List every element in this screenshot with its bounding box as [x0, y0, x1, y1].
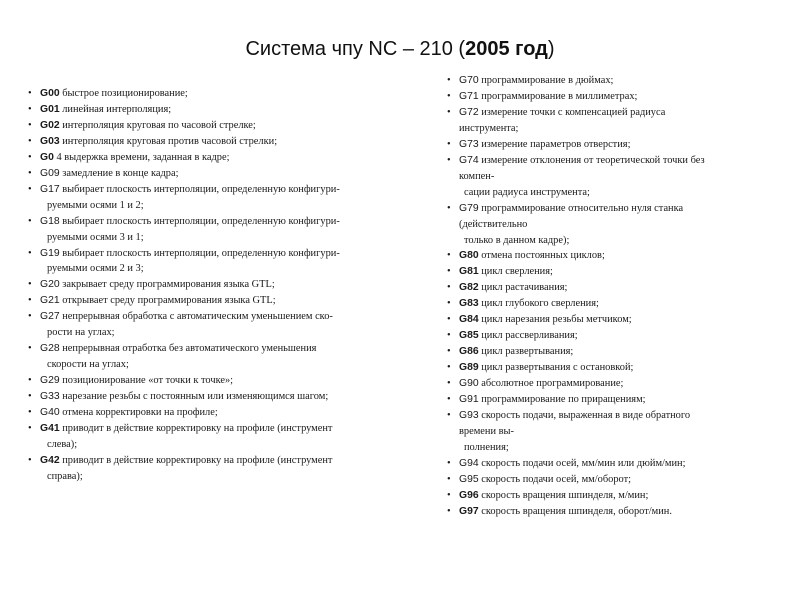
code-description: цикл развертывания;: [481, 346, 574, 358]
left-code-item: [28, 182, 418, 214]
g-code: G95: [459, 473, 479, 485]
code-description-continued: справа);: [47, 470, 83, 482]
g-code: G94: [459, 457, 479, 469]
g-code: G40: [40, 407, 60, 419]
right-code-item: [447, 376, 782, 392]
right-code-item: [447, 392, 782, 408]
g-code: G97: [459, 505, 479, 517]
left-code-item: [28, 341, 418, 373]
right-code-item: [447, 408, 782, 456]
bullet-icon: •: [28, 135, 32, 147]
left-code-item: [28, 309, 418, 341]
bullet-icon: •: [447, 330, 451, 342]
left-code-item: [28, 373, 418, 389]
bullet-icon: •: [447, 266, 451, 278]
bullet-icon: •: [447, 394, 451, 406]
right-code-item: [447, 248, 782, 264]
bullet-icon: •: [447, 202, 451, 214]
left-code-item: [28, 293, 418, 309]
code-description: скорость вращения шпинделя, м/мин;: [481, 489, 649, 501]
code-description: абсолютное программирование;: [481, 378, 624, 390]
g-code: G41: [40, 423, 60, 435]
code-description: измерение параметров отверстия;: [481, 138, 631, 150]
bullet-icon: •: [28, 311, 32, 323]
code-description: скорость подачи осей, мм/мин или дюйм/мин;: [481, 457, 686, 469]
code-description: открывает среду программирования языка GTL;: [62, 295, 276, 307]
g-code: G17: [40, 183, 60, 195]
bullet-icon: •: [28, 343, 32, 355]
left-code-item: [28, 277, 418, 293]
code-description-continued: рости на углах;: [47, 327, 115, 339]
g-code: G93: [459, 410, 479, 422]
right-code-item: [447, 360, 782, 376]
code-description: программирование в дюймах;: [481, 75, 614, 86]
title-year: 2005 год: [465, 38, 548, 60]
code-description-continued: инструмента;: [459, 122, 519, 134]
title-close: ): [547, 38, 555, 60]
right-code-item: [447, 137, 782, 153]
right-code-item: [447, 344, 782, 360]
code-description: интерполяция круговая по часовой стрелке;: [62, 119, 256, 131]
code-description: скорость подачи осей, мм/оборот;: [481, 473, 631, 485]
bullet-icon: •: [447, 346, 451, 358]
bullet-icon: •: [447, 489, 451, 501]
code-description: цикл рассверливания;: [481, 330, 578, 342]
code-description: скорость подачи, выраженная в виде обратного: [481, 410, 691, 422]
g-code: G81: [459, 266, 479, 278]
left-code-item: [28, 453, 418, 485]
g-code: G71: [459, 90, 479, 102]
code-description: закрывает среду программирования языка GTL;: [62, 279, 275, 291]
bullet-icon: •: [447, 75, 451, 86]
g-code: G01: [40, 103, 60, 115]
bullet-icon: •: [28, 407, 32, 419]
bullet-icon: •: [28, 151, 32, 163]
code-description: измерение отклонения от теоретической точки без: [481, 154, 705, 166]
bullet-icon: •: [447, 314, 451, 326]
right-code-item: [447, 328, 782, 344]
bullet-icon: •: [447, 362, 451, 374]
bullet-icon: •: [447, 250, 451, 262]
code-description: замедление в конце кадра;: [62, 167, 179, 179]
bullet-icon: •: [28, 167, 32, 179]
code-description: цикл сверления;: [481, 266, 553, 278]
code-description: нарезание резьбы с постоянным или изменяющимся шагом;: [62, 391, 329, 403]
code-description: скорость вращения шпинделя, оборот/мин.: [481, 505, 672, 517]
bullet-icon: •: [28, 88, 32, 99]
code-description: выбирает плоскость интерполяции, определенную конфигури-: [62, 215, 340, 227]
g-code: G86: [459, 346, 479, 358]
g-code: G19: [40, 247, 60, 259]
g-code: G79: [459, 202, 479, 214]
bullet-icon: •: [447, 298, 451, 310]
code-description: цикл растачивания;: [481, 282, 568, 294]
left-code-item: [28, 405, 418, 421]
code-description-continued: времени вы-: [459, 425, 514, 437]
code-description: приводит в действие корректировку на профиле (инструмент: [62, 423, 333, 435]
g-code: G20: [40, 279, 60, 291]
bullet-icon: •: [28, 215, 32, 227]
right-code-item: [447, 456, 782, 472]
code-description: цикл нарезания резьбы метчиком;: [481, 314, 632, 326]
g-code: G09: [40, 167, 60, 179]
code-description-continued: компен-: [459, 170, 495, 182]
g-code: G74: [459, 154, 479, 166]
code-description: программирование по приращениям;: [481, 394, 646, 406]
code-description-continued: слева);: [47, 438, 78, 450]
right-code-item: [447, 153, 782, 201]
code-description-continued: (действительно: [459, 218, 528, 230]
bullet-icon: •: [28, 279, 32, 291]
page-title: [0, 38, 800, 61]
bullet-icon: •: [447, 410, 451, 422]
code-description: программирование относительно нуля станка: [481, 202, 684, 214]
left-code-item: [28, 118, 418, 134]
code-description: выбирает плоскость интерполяции, определенную конфигури-: [62, 247, 340, 259]
bullet-icon: •: [28, 391, 32, 403]
g-code: G96: [459, 489, 479, 501]
bullet-icon: •: [447, 154, 451, 166]
code-description: интерполяция круговая против часовой стрелки;: [62, 135, 278, 147]
code-description: выбирает плоскость интерполяции, определенную конфигури-: [62, 183, 340, 195]
g-code: G29: [40, 375, 60, 387]
g-code: G00: [40, 88, 60, 99]
left-code-item: [28, 86, 418, 102]
bullet-icon: •: [28, 103, 32, 115]
g-code: G03: [40, 135, 60, 147]
right-code-item: [447, 296, 782, 312]
bullet-icon: •: [28, 183, 32, 195]
left-code-item: [28, 150, 418, 166]
right-code-item: [447, 105, 782, 137]
right-code-item: [447, 312, 782, 328]
g-code: G33: [40, 391, 60, 403]
code-description: 4 выдержка времени, заданная в кадре;: [56, 151, 230, 163]
g-code: G70: [459, 75, 479, 86]
code-description: линейная интерполяция;: [62, 103, 172, 115]
code-description-continued: руемыми осями 3 и 1;: [47, 231, 144, 243]
bullet-icon: •: [447, 378, 451, 390]
code-description: программирование в миллиметрах;: [481, 90, 638, 102]
bullet-icon: •: [447, 138, 451, 150]
g-code: G80: [459, 250, 479, 262]
g-code: G90: [459, 378, 479, 390]
bullet-icon: •: [447, 106, 451, 118]
left-code-list: [28, 86, 418, 485]
g-code: G84: [459, 314, 479, 326]
g-code: G82: [459, 282, 479, 294]
g-code: G28: [40, 343, 60, 355]
code-description: отмена корректировки на профиле;: [62, 407, 218, 419]
g-code: G72: [459, 106, 479, 118]
bullet-icon: •: [447, 473, 451, 485]
g-code: G02: [40, 119, 60, 131]
bullet-icon: •: [447, 282, 451, 294]
g-code: G18: [40, 215, 60, 227]
left-code-item: [28, 166, 418, 182]
left-code-item: [28, 389, 418, 405]
right-code-item: [447, 488, 782, 504]
bullet-icon: •: [447, 505, 451, 517]
right-code-item: [447, 472, 782, 488]
right-code-item: [447, 89, 782, 105]
right-code-item: [447, 73, 782, 89]
right-code-item: [447, 280, 782, 296]
right-code-list: [447, 73, 782, 520]
left-code-item: [28, 214, 418, 246]
g-code: G27: [40, 311, 60, 323]
g-code: G73: [459, 138, 479, 150]
left-code-item: [28, 246, 418, 278]
bullet-icon: •: [28, 375, 32, 387]
code-description: цикл развертывания с остановкой;: [481, 362, 634, 374]
bullet-icon: •: [28, 247, 32, 259]
left-code-item: [28, 134, 418, 150]
code-description-continued: руемыми осями 1 и 2;: [47, 199, 144, 211]
right-code-item: [447, 264, 782, 280]
code-description: непрерывная обработка с автоматическим уменьшением ско-: [62, 311, 333, 323]
code-description-continued: полнения;: [464, 441, 509, 453]
g-code: G85: [459, 330, 479, 342]
code-description-continued: только в данном кадре);: [464, 234, 570, 246]
code-description-continued: руемыми осями 2 и 3;: [47, 263, 144, 275]
right-code-item: [447, 504, 782, 520]
left-code-item: [28, 102, 418, 118]
g-code: G83: [459, 298, 479, 310]
code-description: измерение точки с компенсацией радиуса: [481, 106, 666, 118]
bullet-icon: •: [28, 295, 32, 307]
code-description: быстрое позиционирование;: [62, 88, 188, 99]
bullet-icon: •: [28, 119, 32, 131]
g-code: G42: [40, 454, 60, 466]
g-code: G89: [459, 362, 479, 374]
code-description-continued: сации радиуса инструмента;: [464, 186, 590, 198]
g-code: G0: [40, 151, 54, 163]
bullet-icon: •: [28, 423, 32, 435]
code-description-continued: скорости на углах;: [47, 359, 129, 371]
code-description: цикл глубокого сверления;: [481, 298, 599, 310]
code-description: приводит в действие корректировку на профиле (инструмент: [62, 454, 333, 466]
g-code: G21: [40, 295, 60, 307]
g-code: G91: [459, 394, 479, 406]
code-description: позиционирование «от точки к точке»;: [62, 375, 234, 387]
bullet-icon: •: [28, 454, 32, 466]
bullet-icon: •: [447, 457, 451, 469]
bullet-icon: •: [447, 90, 451, 102]
title-text: Система чпу NC – 210 (: [245, 38, 466, 60]
code-description: непрерывная отработка без автоматического уменьшения: [62, 343, 317, 355]
left-code-item: [28, 421, 418, 453]
code-description: отмена постоянных циклов;: [481, 250, 605, 262]
right-code-item: [447, 201, 782, 249]
